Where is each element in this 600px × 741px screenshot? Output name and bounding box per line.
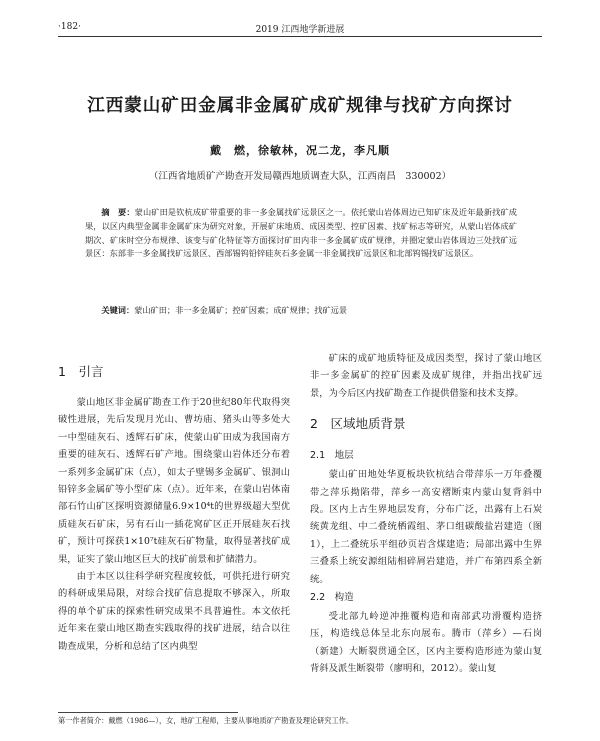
right-column — [310, 350, 542, 678]
keywords-text: 蒙山矿田；非一多金属矿；控矿因素；成矿规律；找矿远景 — [134, 305, 348, 315]
intro-paragraph-continued: 矿床的成矿地质特征及成因类型，探讨了蒙山地区非一多金属矿的控矿因素及成矿规律，并指出找矿远景，为今后区内找矿勘查工作提供借鉴和技术支撑。 — [310, 353, 542, 399]
footnote-divider — [58, 712, 238, 713]
abstract — [85, 206, 517, 261]
intro-paragraph-1: 蒙山地区非金属矿勘查工作于20世纪80年代取得突破性进展，先后发现月光山、曹坊庙、猪头山等多处大一中型硅灰石、透辉石矿床，使蒙山矿田成为我国南方重要的硅灰石、透辉石矿产地。围绕蒙山岩体还分布着一系列多金属矿床（点），如太子壁锡多金属矿、银洞山铅锌多金属矿等小型矿床（点）。近年来，在蒙山岩体南部石竹山矿区探明资源储量6.9×10⁴t的世界级超大型优质硅灰石矿床，另有石山一插花窝矿区正开展硅灰石找矿，预计可探获1×10⁷t硅灰石矿物量，取得显著找矿成果，证实了蒙山地区巨大的找矿前景和扩储潜力。 — [58, 397, 290, 565]
intro-paragraph-2: 由于本区以往科学研究程度较低，可供托进行研究的科研成果局限，对综合找矿信息提取不够深入，所取得的单个矿床的探索性研究成果不具普遍性。本文依托近年来在蒙山地区勘查实践取得的找矿进展，结合以往勘查成果，分析和总结了区内典型 — [58, 571, 290, 652]
authors: 戴 燃，徐敏林，况二龙，李凡顺 — [210, 144, 390, 157]
subsection-heading-strata: 2.1 地层 — [310, 450, 354, 462]
affiliation: （江西省地质矿产勘查开发局赣西地质调查大队，江西南昌 330002） — [148, 171, 452, 182]
section-heading-regional-geology: 2 区域地质背景 — [310, 416, 406, 432]
section-heading-introduction: 1 引言 — [58, 364, 104, 379]
keywords-label: 关键词： — [101, 305, 135, 315]
strata-paragraph: 蒙山矿田地处华夏板块钦杭结合带萍乐一万年叠覆带之萍乐拗陷带，萍乡一高安褶断束内蒙山复背斜中段。区内上古生界地层发育，分布广泛，出露有上石炭统黄龙组、中二叠统栖霞组、茅口组碳酸盐岩建造（图1），上二叠统乐平组砂页岩含煤建造；局部出露中生界三叠系上统安源组陆相碎屑岩建造，并广布第四系全新统。 — [310, 469, 542, 585]
abstract-text: 蒙山矿田是钦杭成矿带重要的非一多金属找矿远景区之一。依托蒙山岩体周边已知矿床及近年最新找矿成果，以区内典型金属非金属矿床为研究对象，开展矿床地质、成因类型、控矿因素、找矿标志等研究，从蒙山岩体成矿期次、矿床时空分布规律、该变与矿化特征等方面探讨矿田内非一多金属矿成矿规律，并圈定蒙山岩体周边三处找矿远景区：东部非一多金属找矿远景区、西部锡钨铅锌硅灰石多金属一非金属找矿远景区和北部钨锡找矿远景区。 — [85, 207, 517, 259]
subsection-heading-structure: 2.2 构造 — [310, 592, 354, 604]
keywords — [85, 305, 517, 316]
structure-paragraph: 受北部九岭逆冲推覆构造和南部武功滑覆构造挤压，构造线总体呈北东向展布。腾市（萍乡）—石岗（新建）大断裂贯通全区，区内主要构造形迹为蒙山复背斜及派生断裂带（廖明和，2012）。蒙山复 — [310, 611, 542, 675]
running-header — [58, 20, 542, 37]
footnote: 第一作者简介：戴燃（1986—），女，地矿工程师，主要从事地质矿产勘查及理论研究工作。 — [58, 716, 354, 725]
abstract-label: 摘 要： — [101, 207, 135, 217]
journal-title: 2019 江西地学新进展 — [255, 25, 345, 35]
page-number: ·182· — [58, 22, 81, 32]
left-column — [58, 350, 290, 655]
paper-title: 江西蒙山矿田金属非金属矿成矿规律与找矿方向探讨 — [87, 96, 513, 116]
